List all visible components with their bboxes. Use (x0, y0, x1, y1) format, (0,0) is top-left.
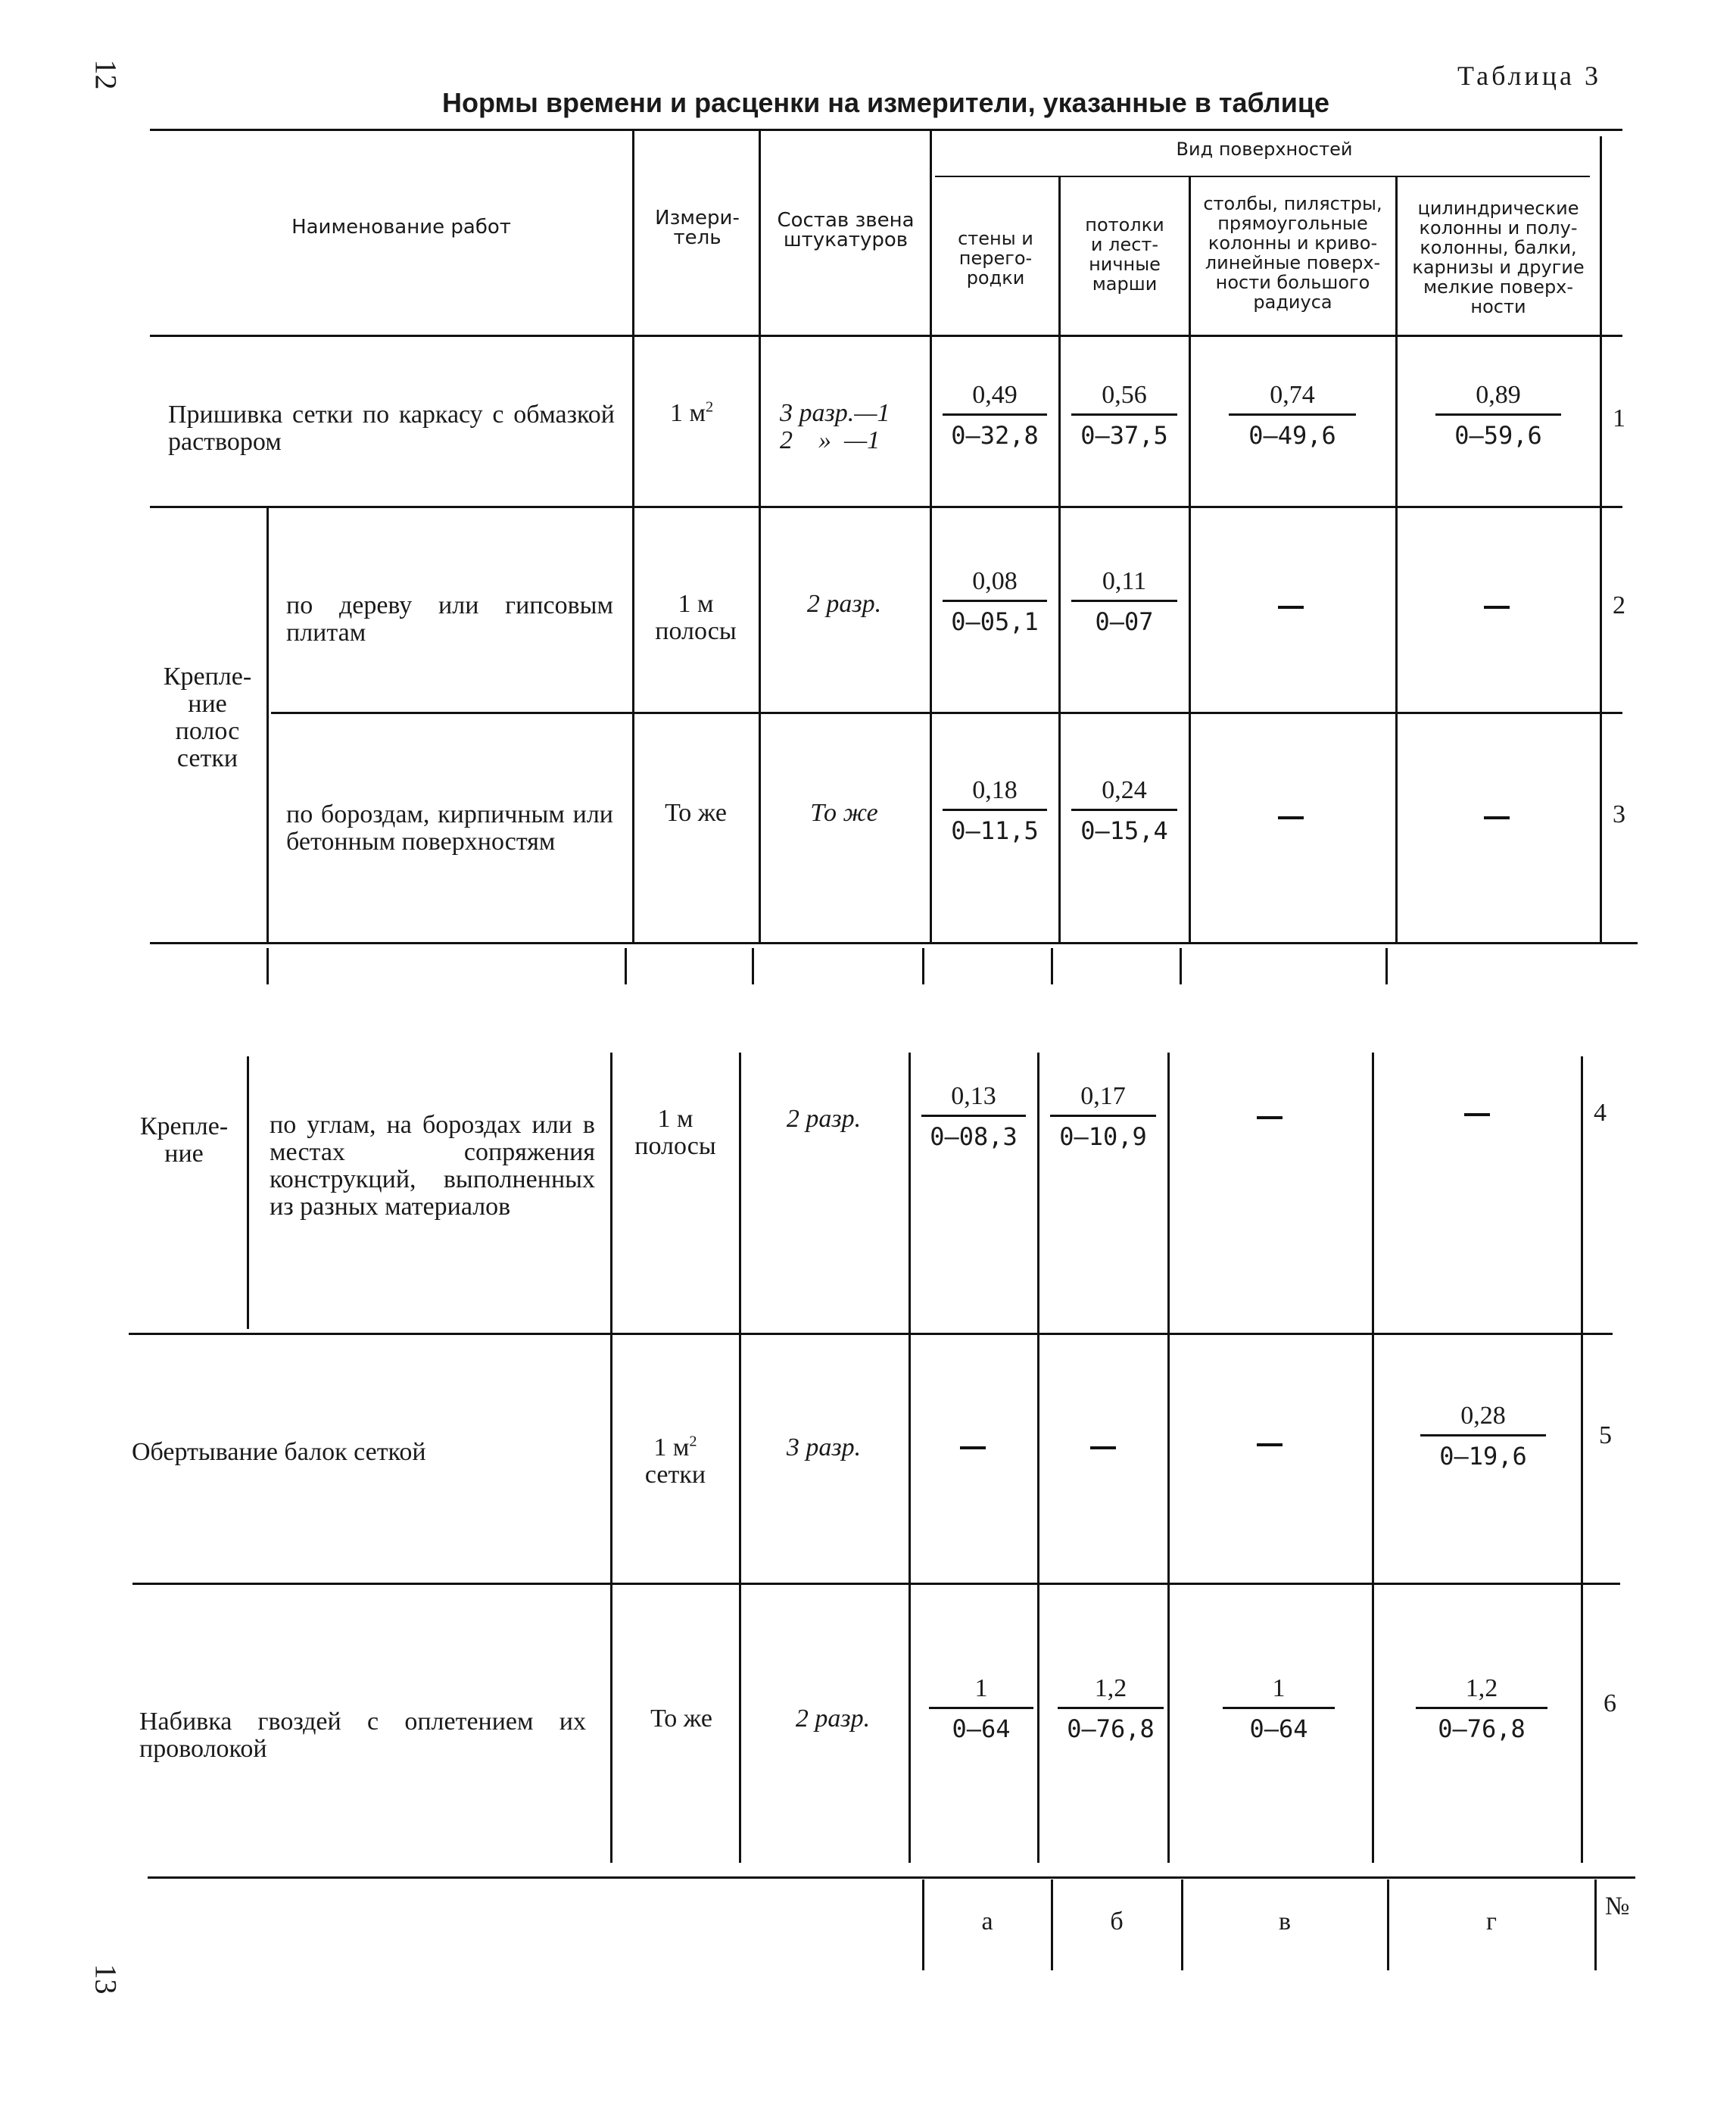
group-line-top (266, 507, 269, 942)
header-walls: стены и перего- родки (958, 228, 1033, 289)
row3-name: по бороздам, кирпичным или бетонным поверхностям (286, 800, 613, 856)
row6-b-value: 1,2 0—76,8 (1047, 1674, 1174, 1744)
header-unit: Измери- тель (655, 207, 740, 249)
row3-unit: То же (665, 799, 727, 827)
row6-crew: 2 разр. (795, 1705, 871, 1733)
row5-a-dash (960, 1446, 986, 1449)
row6-v-value: 1 0—64 (1177, 1674, 1380, 1744)
table-title: Нормы времени и расценки на измерители, указанные в таблице (441, 87, 1330, 118)
row2-number: 2 (1613, 591, 1625, 619)
row1-crew: 3 разр.—1 2 » —1 (780, 399, 890, 454)
table-label: Таблица 3 (1457, 61, 1601, 91)
row4-crew: 2 разр. (786, 1105, 862, 1133)
header-group: Вид поверхностей (1176, 139, 1353, 160)
stub-tick (922, 948, 924, 984)
row4-v-dash (1257, 1116, 1283, 1119)
stub-tick (266, 948, 269, 984)
row3-v-dash (1278, 816, 1304, 819)
row3-a-value: 0,18 0—11,5 (932, 775, 1058, 846)
row1-number: 1 (1613, 404, 1625, 432)
row2-unit: 1 м полосы (655, 590, 737, 645)
row1-unit: 1 $м^2$ (670, 398, 714, 427)
row3-crew: То же (810, 799, 878, 827)
row3-number: 3 (1613, 800, 1625, 828)
header-pillars: столбы, пилястры, прямоугольные колонны и криво- линейные поверх- ности большого радиуса (1203, 193, 1382, 313)
page-number-top: 12 (89, 59, 123, 90)
row1-g-value: 0,89 0—59,6 (1398, 380, 1599, 451)
row5-v-dash (1257, 1443, 1283, 1446)
footer-col-a: а (981, 1907, 993, 1936)
stub-tick (1180, 948, 1182, 984)
footer-col-v: в (1278, 1907, 1292, 1936)
rule-group-under (935, 176, 1590, 177)
row6-a-value: 1 0—64 (918, 1674, 1044, 1744)
rule-header-bottom (150, 335, 1622, 337)
row4-number: 4 (1594, 1099, 1607, 1127)
row1-b-value: 0,56 0—37,5 (1061, 380, 1188, 451)
row2-v-dash (1278, 606, 1304, 609)
row4-g-dash (1464, 1113, 1490, 1116)
row2-g-dash (1484, 606, 1510, 609)
row2-name: по дереву или гипсовым плитам (286, 591, 613, 647)
row2-crew: 2 разр. (806, 590, 882, 618)
page-number-bottom: 13 (89, 1964, 123, 1995)
row3-g-dash (1484, 816, 1510, 819)
b-col-line-a (909, 1053, 911, 1863)
rule-top (150, 129, 1622, 131)
footer-col-g: г (1486, 1907, 1497, 1936)
row6-unit: То же (650, 1705, 712, 1733)
row5-crew: 3 разр. (786, 1433, 862, 1461)
row6-name: Набивка гвоздей с оплетением их проволокой (139, 1708, 586, 1763)
header-ceilings: потолки и лест- ничные марши (1085, 214, 1164, 295)
footer-col-no: № (1605, 1892, 1630, 1920)
rule-row2-bottom (271, 712, 1622, 714)
col-line-g (1395, 176, 1398, 942)
row2-a-value: 0,08 0—05,1 (932, 566, 1058, 637)
footer-line-no (1594, 1879, 1597, 1970)
row5-b-dash (1090, 1446, 1116, 1449)
row4-a-value: 0,13 0—08,3 (911, 1081, 1036, 1152)
row1-name: Пришивка сетки по каркасу с обмазкой раствором (168, 401, 615, 456)
row5-number: 5 (1599, 1421, 1612, 1449)
row2-b-value: 0,11 0—07 (1061, 566, 1188, 637)
stub-tick (752, 948, 754, 984)
row1-a-value: 0,49 0—32,8 (932, 380, 1058, 451)
group-label-fastening: Крепле- ние (139, 1112, 229, 1168)
row4-b-value: 0,17 0—10,9 (1039, 1081, 1167, 1152)
header-cylindrical: цилиндрические колонны и полу- колонны, балки, карнизы и другие мелкие поверх- ности (1412, 198, 1585, 317)
rule-row6-bottom (148, 1876, 1635, 1879)
col-line-v (1189, 176, 1191, 942)
header-name: Наименование работ (291, 216, 511, 239)
row5-name: Обертывание балок сеткой (132, 1438, 426, 1466)
stub-tick (625, 948, 627, 984)
row4-name: по углам, на бороздах или в местах сопряжения конструкций, выполненных из разных материалов (270, 1111, 595, 1221)
row6-number: 6 (1604, 1689, 1616, 1717)
b-col-line-no (1581, 1056, 1583, 1863)
rule-row1-bottom (150, 506, 1622, 508)
group-line-bottom (247, 1056, 249, 1329)
b-col-line-unit (610, 1053, 612, 1863)
stub-tick (1385, 948, 1388, 984)
row5-g-value: 0,28 0—19,6 (1387, 1401, 1579, 1471)
row3-b-value: 0,24 0—15,4 (1061, 775, 1188, 846)
row5-unit: 1 $м^2$ сетки (644, 1433, 706, 1489)
rule-top-part-bottom (150, 942, 1638, 944)
rule-row4-bottom (129, 1333, 1613, 1335)
header-crew: Состав звена штукатуров (777, 209, 915, 251)
stub-tick (1051, 948, 1053, 984)
col-line-no (1600, 136, 1602, 942)
group-label-fastening-strips: Крепле- ние полос сетки (163, 663, 252, 772)
row4-unit: 1 м полосы (634, 1105, 716, 1160)
row6-g-value: 1,2 0—76,8 (1382, 1674, 1581, 1744)
rule-row5-bottom (132, 1583, 1620, 1585)
row1-v-value: 0,74 0—49,6 (1191, 380, 1394, 451)
footer-col-b: б (1110, 1907, 1124, 1936)
